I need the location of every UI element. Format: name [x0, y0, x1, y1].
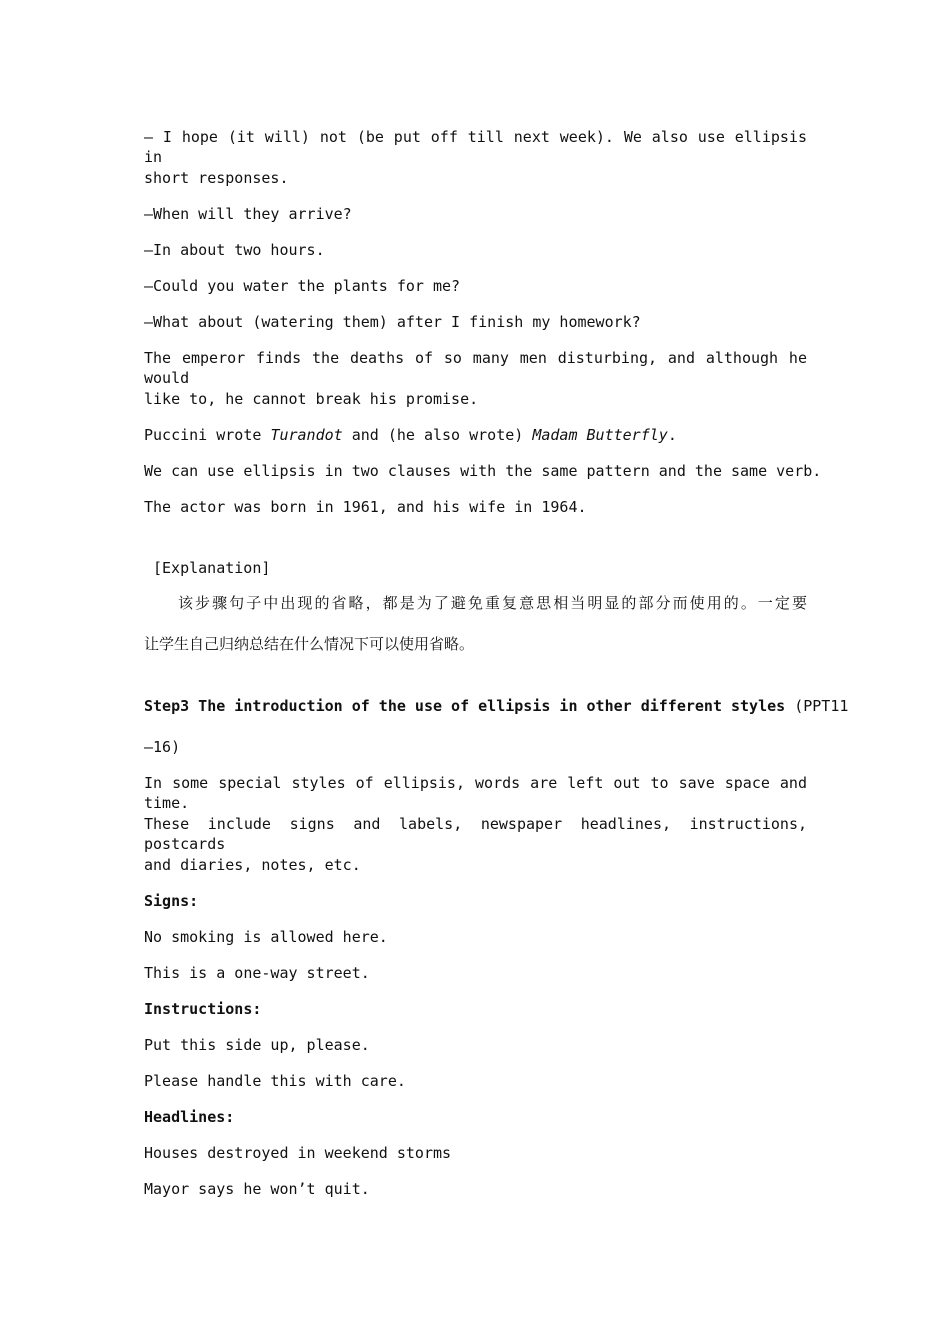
text-line: short responses.	[144, 169, 289, 187]
text-run: Puccini wrote	[144, 426, 271, 444]
text-line	[144, 425, 807, 445]
example-line: Mayor says he won’t quit.	[144, 1180, 370, 1198]
text-line: The actor was born in 1961, and his wife in 1964.	[144, 498, 587, 516]
example-line: This is a one-way street.	[144, 964, 370, 982]
headlines-heading: Headlines:	[144, 1108, 235, 1126]
text-line: These include signs and labels, newspaper headlines, instructions, postcards	[144, 815, 807, 853]
example-line: No smoking is allowed here.	[144, 928, 388, 946]
dialogue-line: —When will they arrive?	[144, 205, 352, 223]
instructions-heading: Instructions:	[144, 1000, 262, 1018]
step3-continuation: —16)	[144, 738, 181, 756]
step3-bold-text: Step3 The introduction of the use of ellipsis in other different styles	[144, 697, 786, 715]
dialogue-line: —What about (watering them) after I finish my homework?	[144, 313, 641, 331]
text-line: The emperor finds the deaths of so many men disturbing, and although he would	[144, 349, 807, 387]
text-line: and diaries, notes, etc.	[144, 856, 361, 874]
step3-heading	[144, 696, 849, 716]
chinese-text-line: 该步骤句子中出现的省略，都是为了避免重复意思相当明显的部分而使用的。一定要	[178, 594, 807, 612]
example-line: Put this side up, please.	[144, 1036, 370, 1054]
text-line: like to, he cannot break his promise.	[144, 390, 479, 408]
text-line: — I hope (it will) not (be put off till next week). We also use ellipsis in	[144, 128, 807, 166]
step3-reference: (PPT11	[785, 697, 849, 715]
explanation-heading: [Explanation]	[153, 559, 271, 577]
text-run: and (he also wrote)	[342, 426, 533, 444]
chinese-text-line: 让学生自己归纳总结在什么情况下可以使用省略。	[144, 635, 475, 653]
dialogue-line: —Could you water the plants for me?	[144, 277, 461, 295]
dialogue-line: —In about two hours.	[144, 241, 325, 259]
example-line: Please handle this with care.	[144, 1072, 406, 1090]
italic-title: Madam Butterfly	[532, 426, 668, 444]
italic-title: Turandot	[270, 426, 343, 444]
text-line: We can use ellipsis in two clauses with the same pattern and the same verb.	[144, 462, 822, 480]
signs-heading: Signs:	[144, 892, 199, 910]
text-run: .	[667, 426, 677, 444]
text-line: In some special styles of ellipsis, words are left out to save space and time.	[144, 774, 807, 812]
example-line: Houses destroyed in weekend storms	[144, 1144, 452, 1162]
